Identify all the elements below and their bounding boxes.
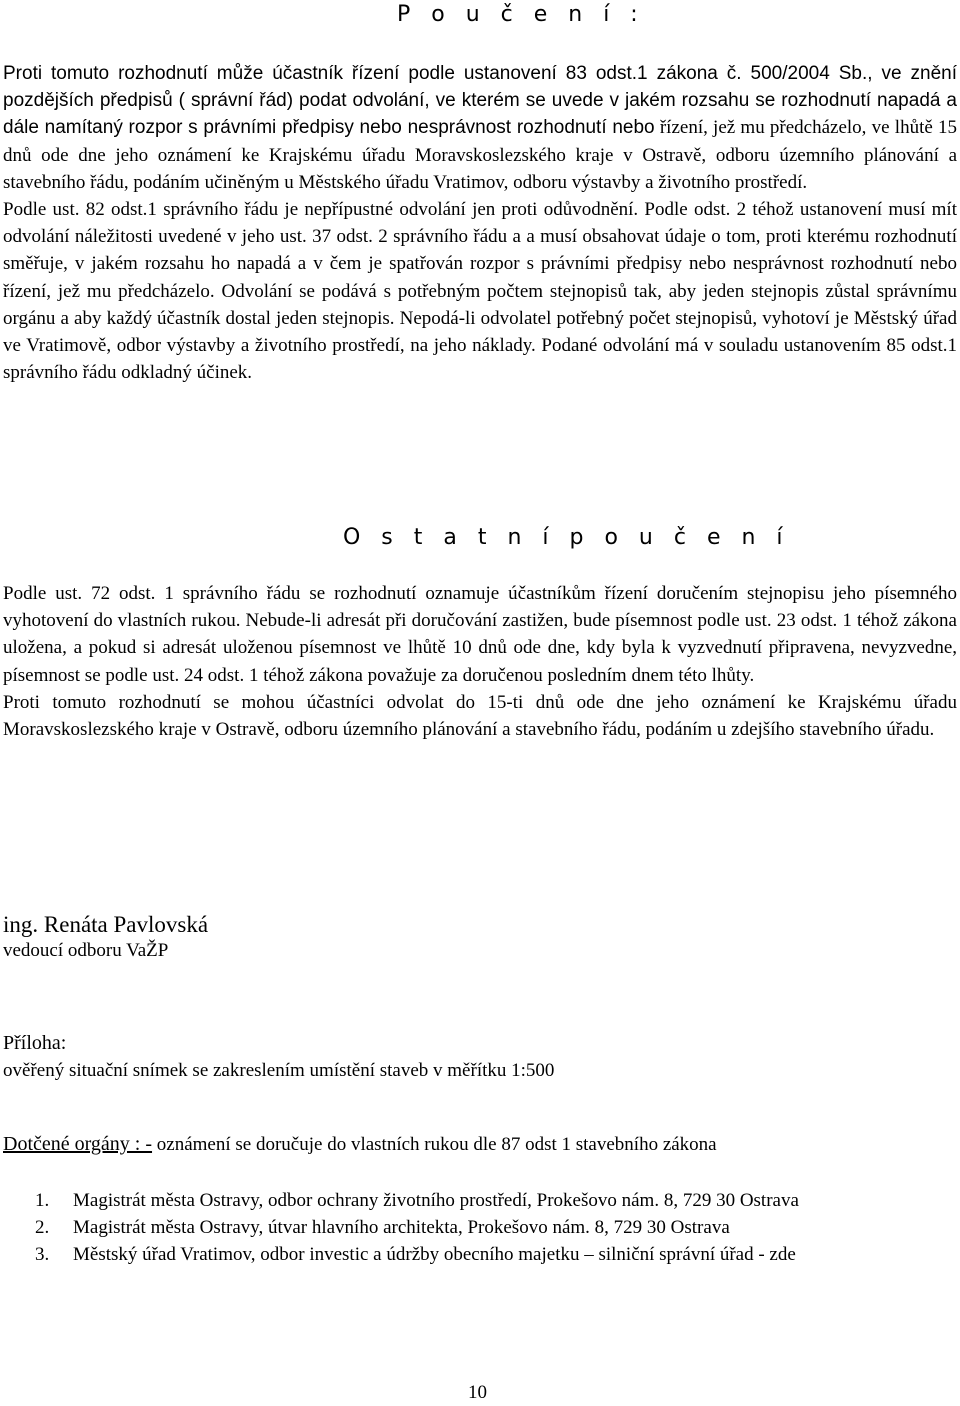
attachment-label: Příloha: <box>3 1032 67 1054</box>
page-number: 10 <box>468 1382 487 1403</box>
appeal-text-sans: Proti tomuto rozhodnutí může účastník řízení podle ustanovení 83 odst.1 zákona č. 500/2004 Sb., ve znění pozdějších předpisů ( správní řád) podat odvolání, ve kterém se uvede v jakém rozsahu se rozhodnutí napadá a dále namítaný rozpor s právními předpisy nebo nesprávnost rozhodnutí nebo <box>3 63 957 139</box>
signatory-role: vedoucí odboru VaŽP <box>3 940 169 961</box>
list-item <box>35 1187 957 1214</box>
affected-authorities-label: Dotčené orgány : - <box>3 1133 153 1155</box>
appeal-text-serif: řízení, jež mu předcházelo, ve lhůtě 15 dnů ode dne jeho oznámení ke Krajskému úřadu Moravskoslezského kraje v Ostravě, odboru územního plánování a stavebního řádu, podáním učiněným u Městského úřadu Vratimov, odboru výstavby a životního prostředí. <box>3 117 957 193</box>
list-item-number: 2. <box>35 1217 50 1238</box>
list-item-number: 3. <box>35 1244 50 1265</box>
attachment-text: ověřený situační snímek se zakreslením umístění staveb v měřítku 1:500 <box>3 1060 555 1081</box>
attachment-block <box>3 1030 957 1084</box>
list-item-text: Městský úřad Vratimov, odbor investic a údržby obecního majetku – silniční správní úřad - zde <box>73 1244 796 1265</box>
delivery-section <box>3 580 957 743</box>
list-item-text: Magistrát města Ostravy, odbor ochrany životního prostředí, Prokešovo nám. 8, 729 30 Ostrava <box>73 1190 799 1211</box>
appeal-requirements-paragraph: Podle ust. 82 odst.1 správního řádu je nepřípustné odvolání jen proti odůvodnění. Podle odst. 2 téhož ustanovení musí mít odvolání náležitosti uvedené v jeho ust. 37 odst. 2 správního řádu a a musí obsahovat údaje o tom, proti kterému rozhodnutí směřuje, v jakém rozsahu ho napadá a v čem je spatřován rozpor s právními předpisy nebo nesprávnost rozhodnutí nebo řízení, jež mu předcházelo. Odvolání se podává s potřebným počtem stejnopisů tak, aby jeden stejnopis zůstal správnímu orgánu a aby každý účastník dostal jeden stejnopis. Nepodá-li odvolatel potřebný počet stejnopisů, vyhotoví je Městský úřad ve Vratimově, odbor výstavby a životního prostředí, na jeho náklady. Podané odvolání má v souladu ustanovením 85 odst.1 správního řádu odkladný účinek. <box>3 199 957 384</box>
list-item-number: 1. <box>35 1190 50 1211</box>
list-item-text: Magistrát města Ostravy, útvar hlavního architekta, Prokešovo nám. 8, 729 30 Ostrava <box>73 1217 730 1238</box>
heading-instructions: P o u č e n í : <box>397 2 645 27</box>
affected-authorities-text: oznámení se doručuje do vlastních rukou dle 87 odst 1 stavebního zákona <box>152 1134 717 1155</box>
affected-authorities <box>3 1133 957 1156</box>
list-item <box>35 1241 957 1268</box>
signatory-name: ing. Renáta Pavlovská <box>3 912 209 937</box>
heading-other-instructions: O s t a t n í p o u č e n í <box>343 525 790 550</box>
signature-block <box>3 912 208 962</box>
participants-appeal-paragraph: Proti tomuto rozhodnutí se mohou účastníci odvolat do 15-ti dnů ode dne jeho oznámení ke Krajskému úřadu Moravskoslezského kraje v Ostravě, odboru územního plánování a stavebního řádu, podáním u zdejšího stavebního úřadu. <box>3 691 957 741</box>
list-item <box>35 1214 957 1241</box>
appeal-section <box>3 60 957 386</box>
delivery-paragraph: Podle ust. 72 odst. 1 správního řádu se rozhodnutí oznamuje účastníkům řízení doručením stejnopisu jeho písemného vyhotovení do vlastních rukou. Nebude-li adresát při doručování zastižen, bude písemnost podle ust. 23 odst. 1 téhož zákona uložena, a pokud si adresát uloženou písemnost ve lhůtě 10 dnů ode dne, kdy byla k vyzvednutí připravena, nevyzvedne, písemnost se podle ust. 24 odst. 1 téhož zákona považuje za doručenou posledním dnem této lhůty. <box>3 583 957 686</box>
recipient-list <box>35 1187 957 1268</box>
appeal-paragraph <box>3 60 957 196</box>
